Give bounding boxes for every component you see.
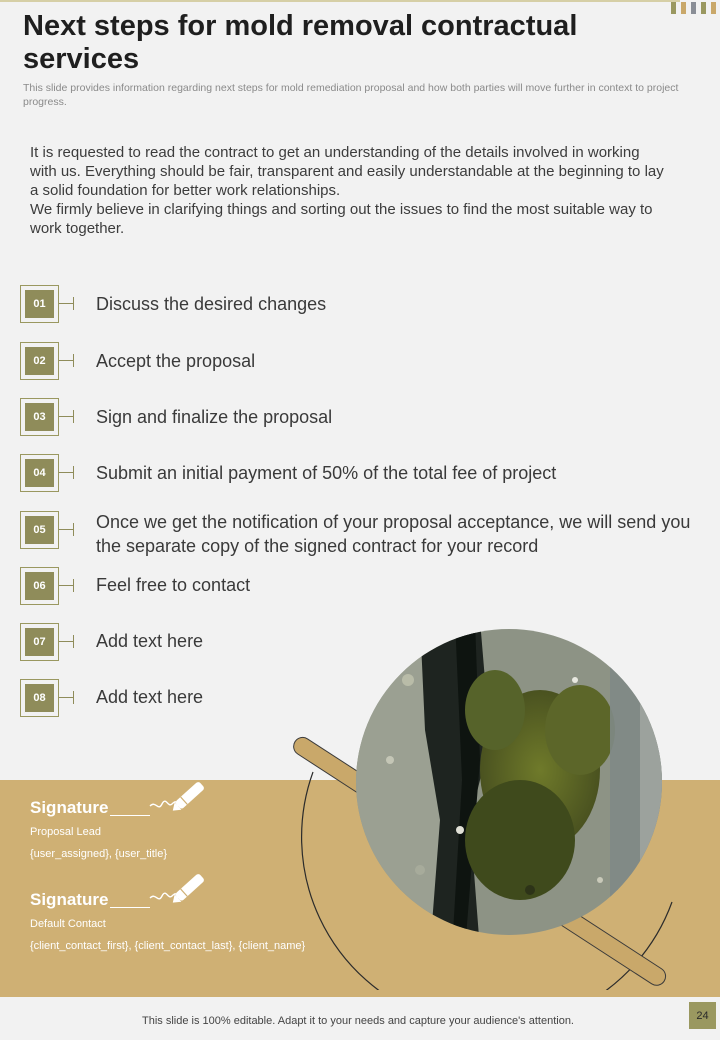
step-item — [20, 398, 700, 436]
signature-line — [110, 815, 150, 816]
signature-names: {client_contact_first}, {client_contact_last}, {client_name} — [30, 940, 306, 952]
step-number-box — [20, 511, 59, 549]
signature-role: Proposal Lead — [30, 826, 101, 838]
signature-names: {user_assigned}, {user_title} — [30, 848, 167, 860]
footer — [0, 1003, 720, 1040]
step-connector-tick — [73, 523, 74, 536]
step-connector-tick — [73, 466, 74, 479]
step-number: 02 — [25, 347, 54, 375]
step-connector-tick — [73, 297, 74, 310]
step-connector-tick — [73, 410, 74, 423]
step-number: 07 — [25, 628, 54, 656]
step-number-box — [20, 342, 59, 380]
step-number: 08 — [25, 684, 54, 712]
top-border-line — [0, 0, 680, 2]
step-number-box — [20, 623, 59, 661]
step-connector — [59, 529, 74, 530]
step-text: Add text here — [96, 687, 204, 707]
step-connector — [59, 472, 74, 473]
intro-paragraph-1: It is requested to read the contract to get an understanding of the details involved in working with us. Everything should be fair, transparent and easily understandable at the beginning to lay a solid foundation for better work relationships. — [30, 144, 664, 199]
signature-role: Default Contact — [30, 918, 106, 930]
page-subtitle: This slide provides information regarding next steps for mold remediation proposal and how both parties will move further in context to project progress. — [23, 82, 679, 108]
mold-photo-illustration — [280, 620, 720, 990]
step-text: Accept the proposal — [96, 351, 256, 371]
step-number-box — [20, 454, 59, 492]
step-text: Sign and finalize the proposal — [96, 407, 333, 427]
signature-label: Signature — [30, 890, 109, 909]
step-connector — [59, 360, 74, 361]
step-item — [20, 454, 700, 492]
step-connector-tick — [73, 635, 74, 648]
step-connector — [59, 303, 74, 304]
signature-label: Signature — [30, 798, 109, 817]
step-number-box — [20, 679, 59, 717]
step-connector-tick — [73, 354, 74, 367]
step-text: Once we get the notification of your proposal acceptance, we will send you the separate copy of the signed contract for your record — [96, 512, 691, 556]
step-number: 01 — [25, 290, 54, 318]
step-number: 06 — [25, 572, 54, 600]
step-number: 03 — [25, 403, 54, 431]
page-title: Next steps for mold removal contractual services — [23, 10, 578, 75]
step-number-box — [20, 398, 59, 436]
step-number: 04 — [25, 459, 54, 487]
page-number: 24 — [689, 1002, 716, 1029]
step-item — [20, 511, 700, 556]
step-text: Feel free to contact — [96, 575, 251, 595]
step-text: Submit an initial payment of 50% of the total fee of project — [96, 463, 557, 483]
step-item — [20, 342, 700, 380]
step-connector-tick — [73, 579, 74, 592]
step-number: 05 — [25, 516, 54, 544]
signature-pen-icon — [148, 782, 208, 818]
step-connector — [59, 585, 74, 586]
step-text: Discuss the desired changes — [96, 294, 327, 314]
step-number-box — [20, 567, 59, 605]
step-connector — [59, 416, 74, 417]
top-decoration — [671, 2, 716, 14]
signature-line — [110, 907, 150, 908]
step-connector — [59, 641, 74, 642]
step-number-box — [20, 285, 59, 323]
step-text: Add text here — [96, 631, 204, 651]
step-item — [20, 567, 700, 605]
intro-text — [30, 143, 670, 238]
step-item — [20, 285, 700, 323]
intro-paragraph-2: We firmly believe in clarifying things and sorting out the issues to find the most suitable way to work together. — [30, 201, 653, 237]
step-connector — [59, 697, 74, 698]
mold-photo — [350, 620, 670, 950]
footer-text: This slide is 100% editable. Adapt it to your needs and capture your audience's attention. — [142, 1015, 574, 1027]
step-connector-tick — [73, 691, 74, 704]
signature-pen-icon — [148, 874, 208, 910]
